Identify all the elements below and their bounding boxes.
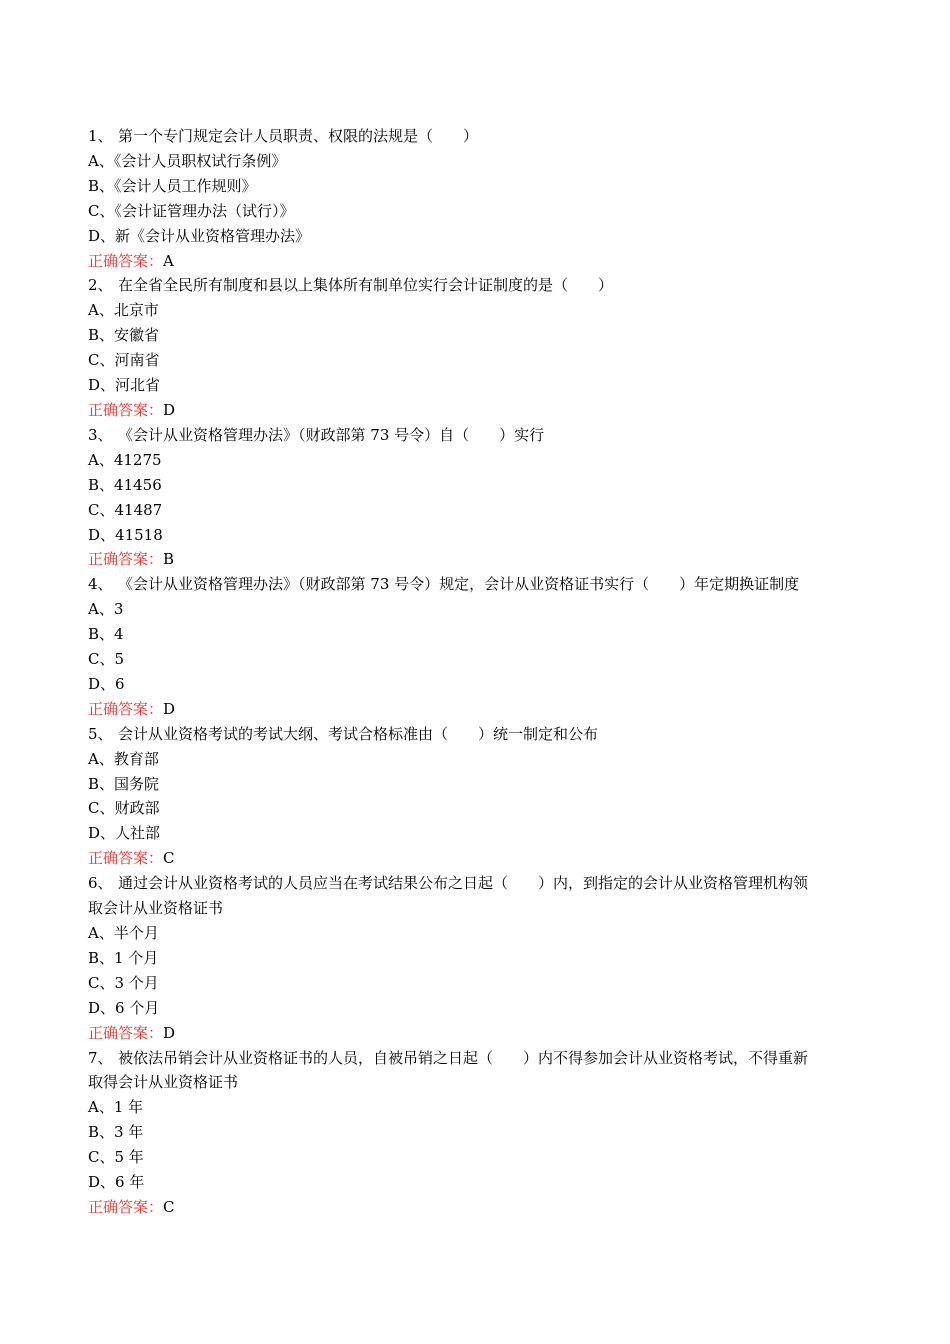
question-4 — [88, 572, 878, 721]
question-stem — [88, 722, 878, 747]
option-c: C、财政部 — [88, 799, 160, 818]
option-a: A、《会计人员职权试行条例》 — [88, 151, 287, 170]
question-text-continued: 取会计从业资格证书 — [88, 899, 224, 918]
question-stem — [88, 1046, 878, 1071]
option-d: D、人社部 — [88, 824, 161, 843]
question-text: 《会计从业资格管理办法》（财政部第 73 号令）自（ ）实行 — [118, 425, 545, 444]
question-text: 通过会计从业资格考试的人员应当在考试结果公布之日起（ ）内，到指定的会计从业资格管理机构领 — [118, 874, 809, 893]
question-text-continued: 取得会计从业资格证书 — [88, 1073, 239, 1092]
question-text: 在全省全民所有制度和县以上集体所有制单位实行会计证制度的是（ ） — [118, 276, 614, 295]
answer-line — [88, 846, 878, 871]
question-stem — [88, 273, 878, 298]
option-a: A、半个月 — [88, 924, 159, 942]
answer-value: A — [163, 251, 174, 270]
option-d: D、6 个月 — [88, 998, 160, 1017]
question-2 — [88, 273, 878, 422]
answer-label: 正确答案： — [88, 699, 164, 718]
option-a: A、北京市 — [88, 301, 159, 320]
option-d: D、41518 — [88, 525, 163, 544]
question-1 — [88, 124, 878, 273]
option-c: C、《会计证管理办法（试行）》 — [88, 201, 295, 220]
question-number: 6、 — [88, 874, 113, 893]
option-b: B、国务院 — [88, 774, 160, 793]
answer-label: 正确答案： — [88, 1023, 164, 1042]
option-c: C、3 个月 — [88, 973, 159, 992]
option-b: B、4 — [88, 625, 124, 644]
answer-value: B — [163, 550, 175, 569]
answer-value: C — [163, 849, 175, 868]
question-6 — [88, 871, 878, 1045]
option-d: D、河北省 — [88, 376, 161, 395]
answer-value: D — [163, 400, 176, 419]
question-text: 《会计从业资格管理办法》（财政部第 73 号令）规定，会计从业资格证书实行（ ）年定期换证制度 — [118, 575, 800, 594]
option-b: B、安徽省 — [88, 326, 160, 345]
question-number: 7、 — [88, 1048, 113, 1067]
question-text: 第一个专门规定会计人员职责、权限的法规是（ ） — [118, 127, 479, 145]
answer-label: 正确答案： — [88, 400, 164, 419]
answer-label: 正确答案： — [88, 251, 164, 270]
answer-value: C — [163, 1197, 175, 1216]
option-a: A、41275 — [88, 450, 162, 469]
answer-line — [88, 398, 878, 423]
option-c: C、41487 — [88, 500, 163, 519]
question-number: 1、 — [88, 127, 113, 145]
question-text: 被依法吊销会计从业资格证书的人员，自被吊销之日起（ ）内不得参加会计从业资格考试，不得重新 — [118, 1048, 809, 1067]
answer-line — [88, 697, 878, 722]
question-stem — [88, 423, 878, 448]
question-number: 3、 — [88, 425, 113, 444]
option-c: C、5 — [88, 650, 125, 669]
answer-line — [88, 249, 878, 274]
question-number: 5、 — [88, 724, 113, 743]
option-a: A、教育部 — [88, 749, 159, 768]
option-d: D、6 年 — [88, 1173, 145, 1192]
answer-label: 正确答案： — [88, 1197, 164, 1216]
option-a: A、1 年 — [88, 1098, 144, 1117]
option-a: A、3 — [88, 600, 124, 619]
document-page — [88, 124, 878, 1220]
option-b: B、1 个月 — [88, 948, 159, 967]
question-5 — [88, 722, 878, 871]
option-b: B、3 年 — [88, 1123, 144, 1142]
answer-line — [88, 547, 878, 572]
answer-label: 正确答案： — [88, 849, 164, 868]
option-b: B、41456 — [88, 475, 162, 494]
option-d: D、6 — [88, 674, 125, 693]
question-3 — [88, 423, 878, 572]
answer-value: D — [163, 1023, 176, 1042]
question-number: 4、 — [88, 575, 113, 594]
question-number: 2、 — [88, 276, 113, 295]
option-d: D、新《会计从业资格管理办法》 — [88, 226, 311, 245]
answer-line — [88, 1021, 878, 1046]
question-text: 会计从业资格考试的考试大纲、考试合格标准由（ ）统一制定和公布 — [118, 724, 599, 743]
option-c: C、河南省 — [88, 351, 160, 370]
question-stem — [88, 572, 878, 597]
answer-label: 正确答案： — [88, 550, 164, 569]
question-7 — [88, 1046, 878, 1220]
question-stem — [88, 871, 878, 896]
question-stem — [88, 124, 878, 149]
option-c: C、5 年 — [88, 1148, 144, 1167]
option-b: B、《会计人员工作规则》 — [88, 176, 257, 195]
answer-line — [88, 1195, 878, 1220]
answer-value: D — [163, 699, 176, 718]
